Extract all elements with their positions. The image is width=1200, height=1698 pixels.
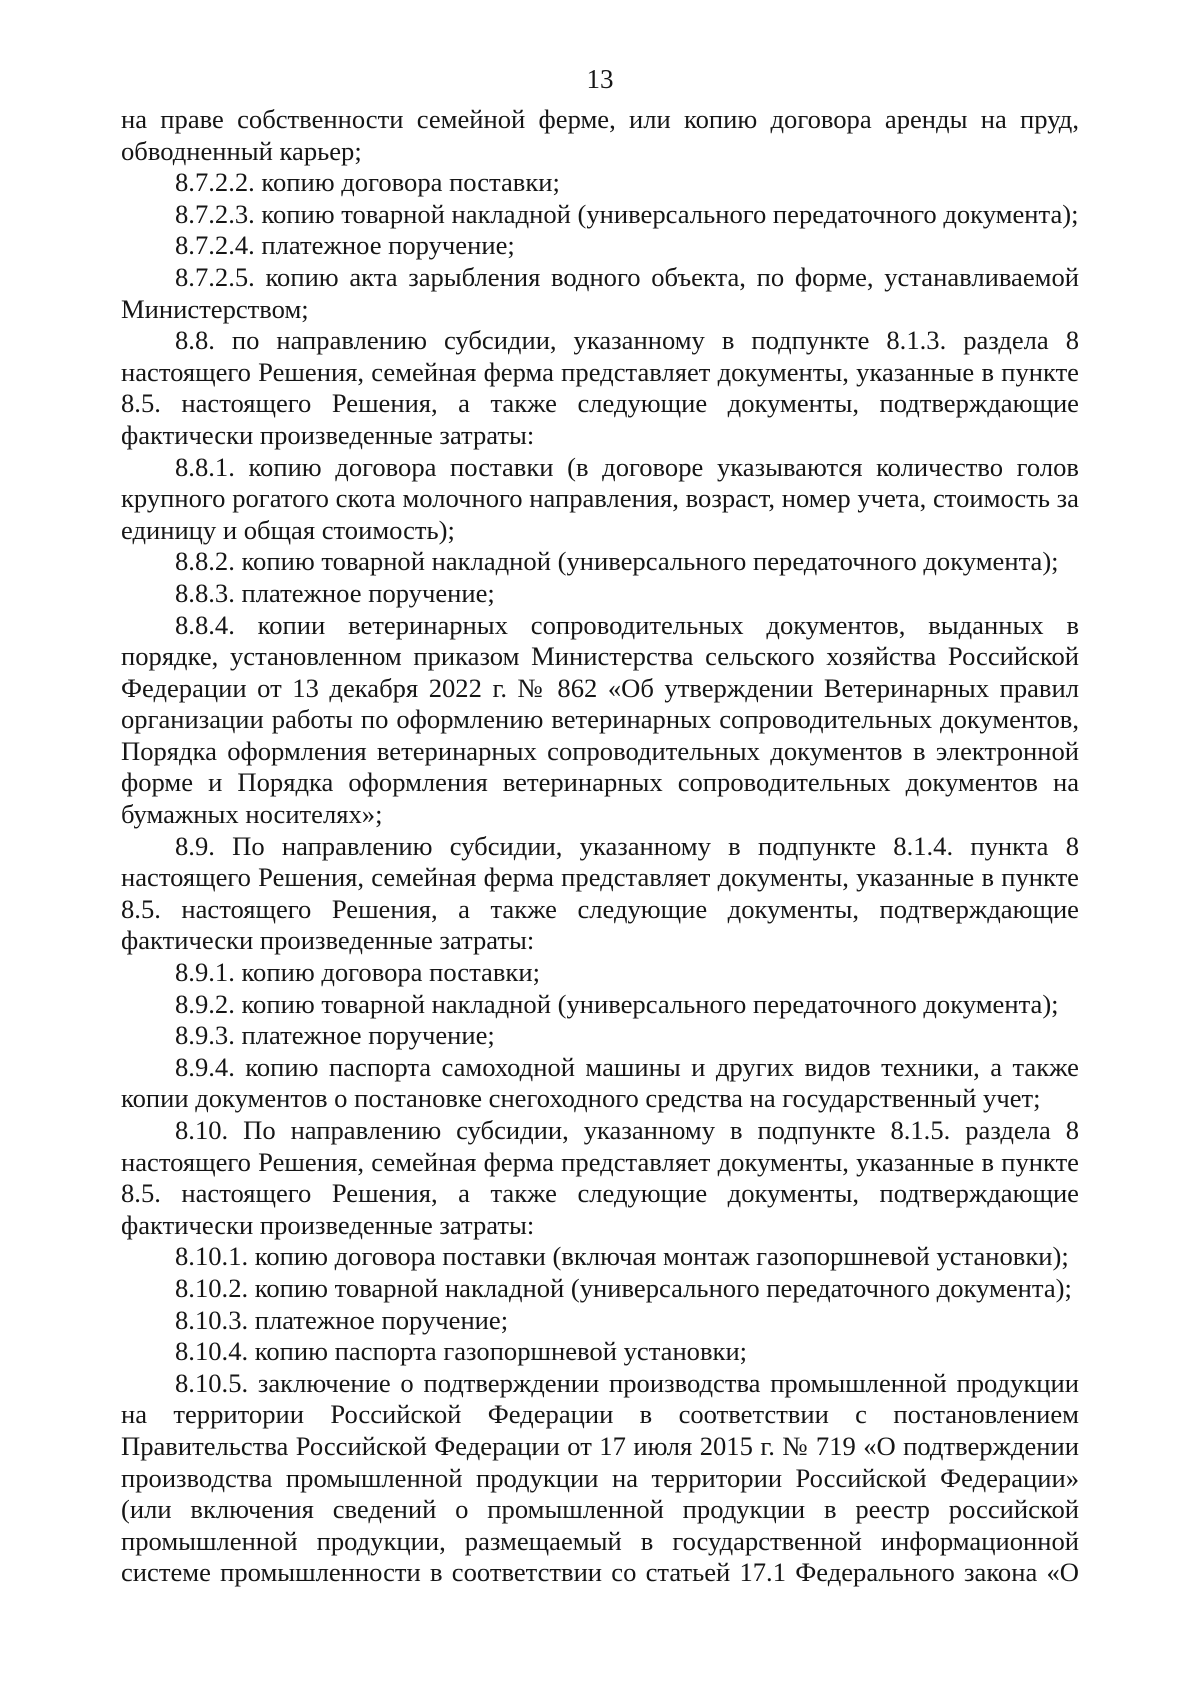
item-8-9-4: 8.9.4. копию паспорта самоходной машины и других видов техники, а также копии документов о постановке снегоходного средства на государственный учет; <box>121 1051 1079 1114</box>
page-number: 13 <box>586 64 614 94</box>
item-8-7-2-4: 8.7.2.4. платежное поручение; <box>175 230 515 261</box>
item-8-8-2: 8.8.2. копию товарной накладной (универсального передаточного документа); <box>175 546 1059 577</box>
item-8-9: 8.9. По направлению субсидии, указанному в подпункте 8.1.4. пункта 8 настоящего Решения, семейная ферма представляет документы, указанные в пункте 8.5. настоящего Решения, а также следующие документы, подтверждающие фактически произведенные затраты: <box>121 830 1079 956</box>
item-8-8-4: 8.8.4. копии ветеринарных сопроводительных документов, выданных в порядке, установленном приказом Министерства сельского хозяйства Российской Федерации от 13 декабря 2022 г. № 862 «Об утверждении Ветеринарных правил организации работы по оформлению ветеринарных сопроводительных документов, Порядка оформления ветеринарных сопроводительных документов в электронной форме и Порядка оформления ветеринарных сопроводительных документов на бумажных носителях»; <box>121 609 1079 830</box>
item-8-8: 8.8. по направлению субсидии, указанному в подпункте 8.1.3. раздела 8 настоящего Решения, семейная ферма представляет документы, указанные в пункте 8.5. настоящего Решения, а также следующие документы, подтверждающие фактически произведенные затраты: <box>121 325 1079 450</box>
item-8-10-4: 8.10.4. копию паспорта газопоршневой установки; <box>175 1336 748 1367</box>
item-8-7-2-5: 8.7.2.5. копию акта зарыбления водного объекта, по форме, устанавливаемой Министерством; <box>121 261 1079 324</box>
item-8-7-2-3: 8.7.2.3. копию товарной накладной (универсального передаточного документа); <box>175 198 1079 229</box>
item-8-10-1: 8.10.1. копию договора поставки (включая монтаж газопоршневой установки); <box>175 1241 1069 1272</box>
item-8-10-2: 8.10.2. копию товарной накладной (универсального передаточного документа); <box>175 1272 1072 1303</box>
item-8-9-2: 8.9.2. копию товарной накладной (универсального передаточного документа); <box>175 988 1059 1019</box>
item-8-8-1: 8.8.1. копию договора поставки (в договоре указываются количество голов крупного рогатого скота молочного направления, возраст, номер учета, стоимость за единицу и общая стоимость); <box>121 451 1079 545</box>
item-8-8-3: 8.8.3. платежное поручение; <box>175 577 495 608</box>
item-8-9-3: 8.9.3. платежное поручение; <box>175 1020 495 1051</box>
item-8-10-3: 8.10.3. платежное поручение; <box>175 1304 509 1335</box>
item-8-9-1: 8.9.1. копию договора поставки; <box>175 957 540 988</box>
paragraph-ownership-continuation: на праве собственности семейной ферме, или копию договора аренды на пруд, обводненный карьер; <box>121 104 1079 166</box>
item-8-10: 8.10. По направлению субсидии, указанному в подпункте 8.1.5. раздела 8 настоящего Решения, семейная ферма представляет документы, указанные в пункте 8.5. настоящего Решения, а также следующие документы, подтверждающие фактически произведенные затраты: <box>121 1115 1079 1240</box>
item-8-7-2-2: 8.7.2.2. копию договора поставки; <box>175 167 560 198</box>
document-body <box>121 104 1079 1589</box>
item-8-10-5: 8.10.5. заключение о подтверждении производства промышленной продукции на территории Российской Федерации в соответствии с постановлением Правительства Российской Федерации от 17 июля 2015 г. № 719 «О подтверждении производства промышленной продукции на территории Российской Федерации» (или включения сведений о промышленной продукции в реестр российской промышленной продукции, размещаемый в государственной информационной системе промышленности в соответствии со статьей 17.1 Федерального закона «О <box>121 1367 1079 1588</box>
